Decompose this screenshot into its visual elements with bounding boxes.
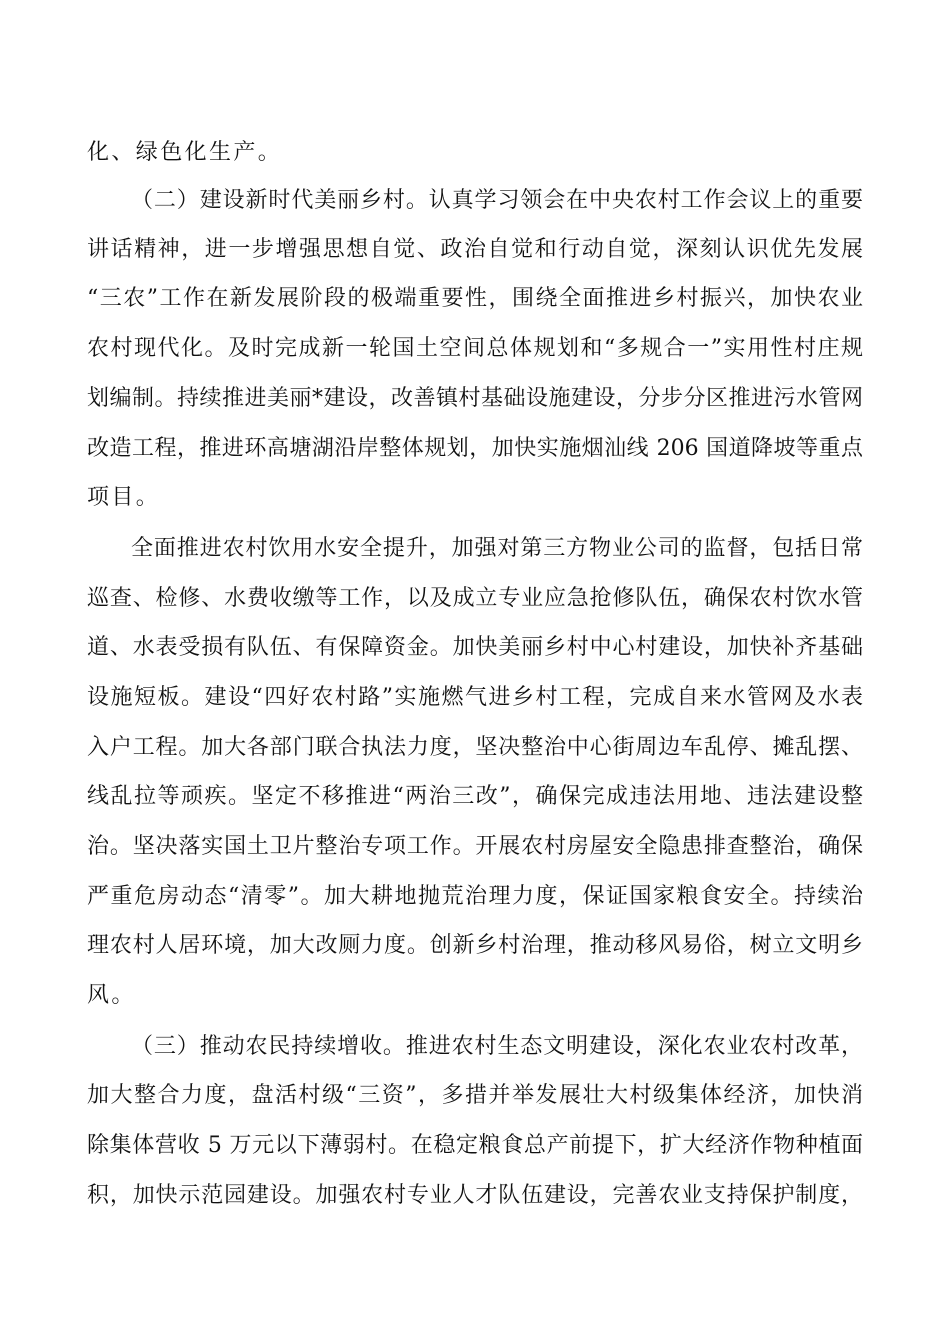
text-line: 巡查、检修、水费收缴等工作，以及成立专业应急抢修队伍，确保农村饮水管: [87, 586, 863, 611]
section-heading-line: （二）建设新时代美丽乡村。认真学习领会在中央农村工作会议上的重要: [131, 188, 863, 213]
text-line: “三农”工作在新发展阶段的极端重要性，围绕全面推进乡村振兴，加快农业: [87, 286, 863, 311]
section-heading-line: （三）推动农民持续增收。推进农村生态文明建设，深化农业农村改革，: [131, 1034, 863, 1059]
text-line: 理农村人居环境，加大改厕力度。创新乡村治理，推动移风易俗，树立文明乡: [87, 933, 863, 958]
text-line: 道、水表受损有队伍、有保障资金。加快美丽乡村中心村建设，加快补齐基础: [87, 635, 863, 660]
text-line: 划编制。持续推进美丽*建设，改善镇村基础设施建设，分步分区推进污水管网: [87, 386, 863, 411]
text-line: 讲话精神，进一步增强思想自觉、政治自觉和行动自觉，深刻认识优先发展: [87, 237, 863, 262]
text-line: 项目。: [87, 485, 161, 510]
text-line: 化、绿色化生产。: [87, 140, 283, 165]
text-line: 严重危房动态“清零”。加大耕地抛荒治理力度，保证国家粮食安全。持续治: [87, 884, 863, 909]
text-line: 设施短板。建设“四好农村路”实施燃气进乡村工程，完成自来水管网及水表: [87, 685, 863, 710]
text-line: 改造工程，推进环高塘湖沿岸整体规划，加快实施烟汕线 206 国道降坡等重点: [87, 436, 863, 461]
text-line: 线乱拉等顽疾。坚定不移推进“两治三改”，确保完成违法用地、违法建设整: [87, 784, 863, 809]
paragraph-start-line: 全面推进农村饮用水安全提升，加强对第三方物业公司的监督，包括日常: [131, 536, 863, 561]
text-line: 入户工程。加大各部门联合执法力度，坚决整治中心街周边车乱停、摊乱摆、: [87, 735, 863, 760]
text-line: 治。坚决落实国土卫片整治专项工作。开展农村房屋安全隐患排查整治，确保: [87, 834, 863, 859]
text-line: 除集体营收 5 万元以下薄弱村。在稳定粮食总产前提下，扩大经济作物种植面: [87, 1133, 863, 1158]
text-line: 加大整合力度，盘活村级“三资”，多措并举发展壮大村级集体经济，加快消: [87, 1083, 863, 1108]
text-line: 风。: [87, 983, 136, 1008]
text-line: 积，加快示范园建设。加强农村专业人才队伍建设，完善农业支持保护制度，: [87, 1183, 863, 1208]
text-line: 农村现代化。及时完成新一轮国土空间总体规划和“多规合一”实用性村庄规: [87, 336, 863, 361]
